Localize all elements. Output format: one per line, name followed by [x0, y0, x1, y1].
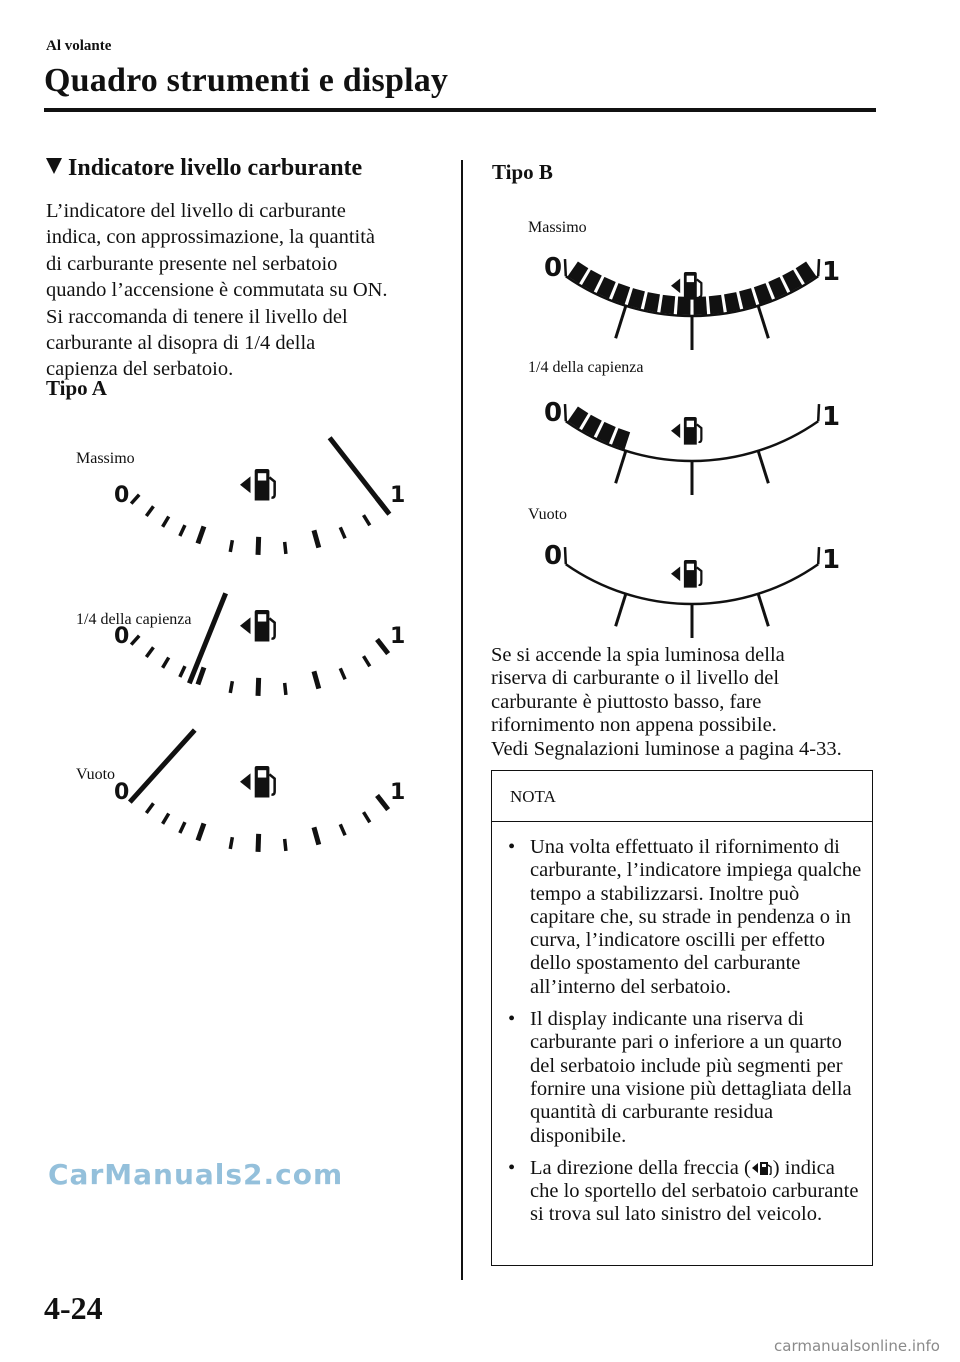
- gauge-b-quarter: [540, 391, 845, 491]
- gauge-needle: [330, 438, 390, 514]
- type-a-label: Tipo A: [46, 376, 107, 400]
- gauge-tick: [163, 813, 169, 823]
- intro-line: indica, con approssimazione, la quantità: [46, 226, 376, 249]
- gauge-tick: [314, 671, 319, 688]
- gauge-end-hook: [565, 547, 566, 564]
- gauge-segment: [709, 295, 724, 314]
- gauge-tick: [198, 823, 204, 840]
- gauge-tick: [377, 639, 388, 653]
- fuel-pump-window: [687, 564, 694, 570]
- fuel-pump-window: [687, 421, 694, 427]
- note-item: • Il display indicante una riserva di carburante pari o inferiore a un quarto del serbatoio include più segmenti per fornire una visione più dettagliata della quantità di carburante residua disponibile.: [508, 1008, 852, 1147]
- intro-line: carburante al disopra di 1/4 della: [46, 332, 316, 355]
- note-item: • La direzione della freccia ( ) indica che lo sportello del serbatoio carburante si trova sul lato sinistro del veicolo.: [508, 1156, 859, 1226]
- bullet: •: [508, 1156, 516, 1179]
- gauge-tick: [314, 530, 319, 547]
- gauge-a-empty-caption: Vuoto: [76, 766, 116, 783]
- gauge-tick: [180, 525, 185, 536]
- gauge-min-label: 0: [114, 483, 130, 508]
- gauge-tick: [131, 636, 139, 645]
- gauge-tick: [131, 495, 139, 504]
- intro-paragraph: [46, 198, 446, 383]
- gauge-a-full-caption: Massimo: [76, 450, 135, 467]
- gauge-tick: [258, 678, 259, 696]
- gauge-end-hook: [818, 259, 819, 276]
- triangle-down-icon: [46, 158, 62, 174]
- gauge-segment: [644, 292, 660, 312]
- section-heading-text: Indicatore livello carburante: [68, 155, 363, 181]
- bullet: •: [508, 836, 516, 858]
- gauge-max-label: 1: [822, 402, 841, 432]
- gauge-max-label: 1: [822, 545, 841, 575]
- gauge-tick: [146, 506, 153, 516]
- fuel-pump-window: [258, 614, 266, 621]
- gauge-end-hook: [565, 404, 566, 421]
- section-label: Al volante: [46, 38, 112, 54]
- gauge-min-label: 0: [544, 253, 563, 283]
- gauge-tick: [258, 537, 259, 555]
- gauge-a-full: [100, 465, 430, 585]
- gauge-tick: [180, 666, 185, 677]
- gauge-tick: [146, 803, 153, 813]
- gauge-major-tick: [616, 594, 626, 626]
- gauge-min-label: 0: [114, 624, 130, 649]
- gauge-tick: [198, 667, 204, 684]
- gauge-tick: [230, 540, 232, 552]
- gauge-max-label: 1: [390, 483, 406, 508]
- gauge-major-tick: [758, 594, 768, 626]
- fuel-pump-window: [258, 770, 266, 777]
- gauge-tick: [340, 824, 345, 835]
- watermark: CarManuals2.com: [48, 1158, 344, 1191]
- page-number: 4-24: [44, 1290, 103, 1326]
- fuel-pump-hose: [269, 774, 274, 794]
- gauge-a-quarter: [100, 626, 430, 726]
- gauge-a-quarter-caption: 1/4 della capienza: [76, 611, 192, 628]
- gauge-segment: [660, 295, 675, 314]
- gauge-end-hook: [818, 404, 819, 421]
- note-item: • Una volta effettuato il rifornimento di carburante, l’indicatore impiega qualche tempo a stabilizzarsi. Inoltre può capitare che, su strade in pendenza o in curva, l’indicatore oscilli per effetto dello spostamento del carburante all’interno del serbatoio.: [508, 836, 862, 998]
- note-list: [492, 822, 872, 1227]
- gauge-b-full: [540, 246, 845, 346]
- gauge-tick: [377, 795, 388, 809]
- fuel-pump-arrow-icon: [240, 766, 275, 798]
- page-title: Quadro strumenti e display: [44, 62, 449, 99]
- gauge-tick: [285, 542, 286, 554]
- gauge-needle: [189, 593, 225, 683]
- note-title: NOTA: [492, 771, 872, 822]
- section-heading: [46, 155, 362, 182]
- type-b-label: Tipo B: [492, 160, 553, 184]
- title-rule: [44, 108, 876, 112]
- note-box: [491, 770, 873, 1266]
- gauge-segment: [724, 292, 740, 312]
- fuel-arrow: [240, 773, 251, 790]
- gauge-tick: [230, 837, 232, 849]
- warning-line: rifornimento non appena possibile.: [491, 714, 777, 737]
- warning-line: carburante è piuttosto basso, fare: [491, 690, 762, 713]
- gauge-end-hook: [565, 259, 566, 276]
- gauge-major-tick: [616, 306, 626, 338]
- gauge-max-label: 1: [390, 624, 406, 649]
- gauge-tick: [364, 812, 370, 822]
- fuel-pump-hose: [697, 567, 702, 585]
- gauge-tick: [230, 681, 232, 693]
- gauge-tick: [163, 657, 169, 667]
- gauge-min-label: 0: [114, 780, 130, 805]
- gauge-tick: [285, 839, 286, 851]
- gauge-tick: [146, 647, 153, 657]
- intro-line: L’indicatore del livello di carburante: [46, 200, 346, 222]
- gauge-min-label: 0: [544, 398, 563, 428]
- fuel-arrow: [671, 278, 680, 293]
- fuel-pump-hose: [697, 279, 702, 297]
- warning-line: Vedi Segnalazioni luminose a pagina 4-33.: [491, 737, 842, 760]
- gauge-tick: [364, 515, 370, 525]
- fuel-arrow: [671, 566, 680, 581]
- gauge-tick: [258, 834, 259, 852]
- gauge-tick: [340, 527, 345, 538]
- gauge-major-tick: [758, 306, 768, 338]
- fuel-pump-arrow-icon: [671, 272, 701, 300]
- column-divider: [461, 160, 463, 1280]
- gauge-major-tick: [758, 451, 768, 483]
- gauge-segment: [628, 288, 645, 309]
- fuel-pump-hose: [269, 618, 274, 638]
- intro-line: quando l’accensione è commutata su ON.: [46, 279, 388, 302]
- gauge-segment: [739, 288, 756, 309]
- gauge-a-empty: [100, 782, 430, 882]
- gauge-tick: [340, 668, 345, 679]
- fuel-pump-window: [258, 473, 266, 480]
- gauge-tick: [285, 683, 286, 695]
- fuel-arrow: [240, 476, 251, 493]
- gauge-tick: [180, 822, 185, 833]
- bullet: •: [508, 1008, 516, 1031]
- fuel-pump-arrow-icon: [671, 417, 701, 445]
- gauge-needle: [130, 730, 195, 802]
- fuel-arrow: [671, 423, 680, 438]
- intro-line: Si raccomanda di tenere il livello del: [46, 305, 348, 328]
- fuel-arrow: [240, 617, 251, 634]
- gauge-b-full-caption: Massimo: [528, 219, 587, 236]
- intro-line: capienza del serbatoio.: [46, 358, 234, 381]
- warning-line: Se si accende la spia luminosa della: [491, 644, 785, 666]
- gauge-tick: [314, 827, 319, 844]
- gauge-b-quarter-caption: 1/4 della capienza: [528, 359, 644, 376]
- gauge-max-label: 1: [822, 257, 841, 287]
- fuel-pump-hose: [269, 477, 274, 497]
- fuel-pump-arrow-icon: [751, 1160, 773, 1176]
- fuel-pump-arrow-icon: [240, 469, 275, 501]
- fuel-pump-arrow-icon: [671, 560, 701, 588]
- gauge-tick: [163, 516, 169, 526]
- gauge-tick: [198, 526, 204, 543]
- gauge-min-label: 0: [544, 541, 563, 571]
- fuel-pump-arrow-icon: [240, 610, 275, 642]
- fuel-pump-hose: [697, 424, 702, 442]
- gauge-tick: [364, 656, 370, 666]
- gauge-major-tick: [616, 451, 626, 483]
- fuel-pump-window: [687, 276, 694, 282]
- warning-line: riserva di carburante o il livello del: [491, 667, 780, 690]
- gauge-max-label: 1: [390, 780, 406, 805]
- gauge-b-empty: [540, 534, 845, 634]
- gauge-b-empty-caption: Vuoto: [528, 506, 568, 523]
- intro-line: di carburante presente nel serbatoio: [46, 252, 338, 275]
- gauge-end-hook: [818, 547, 819, 564]
- footer-url: carmanualsonline.info: [774, 1337, 940, 1355]
- warning-paragraph: [491, 644, 881, 761]
